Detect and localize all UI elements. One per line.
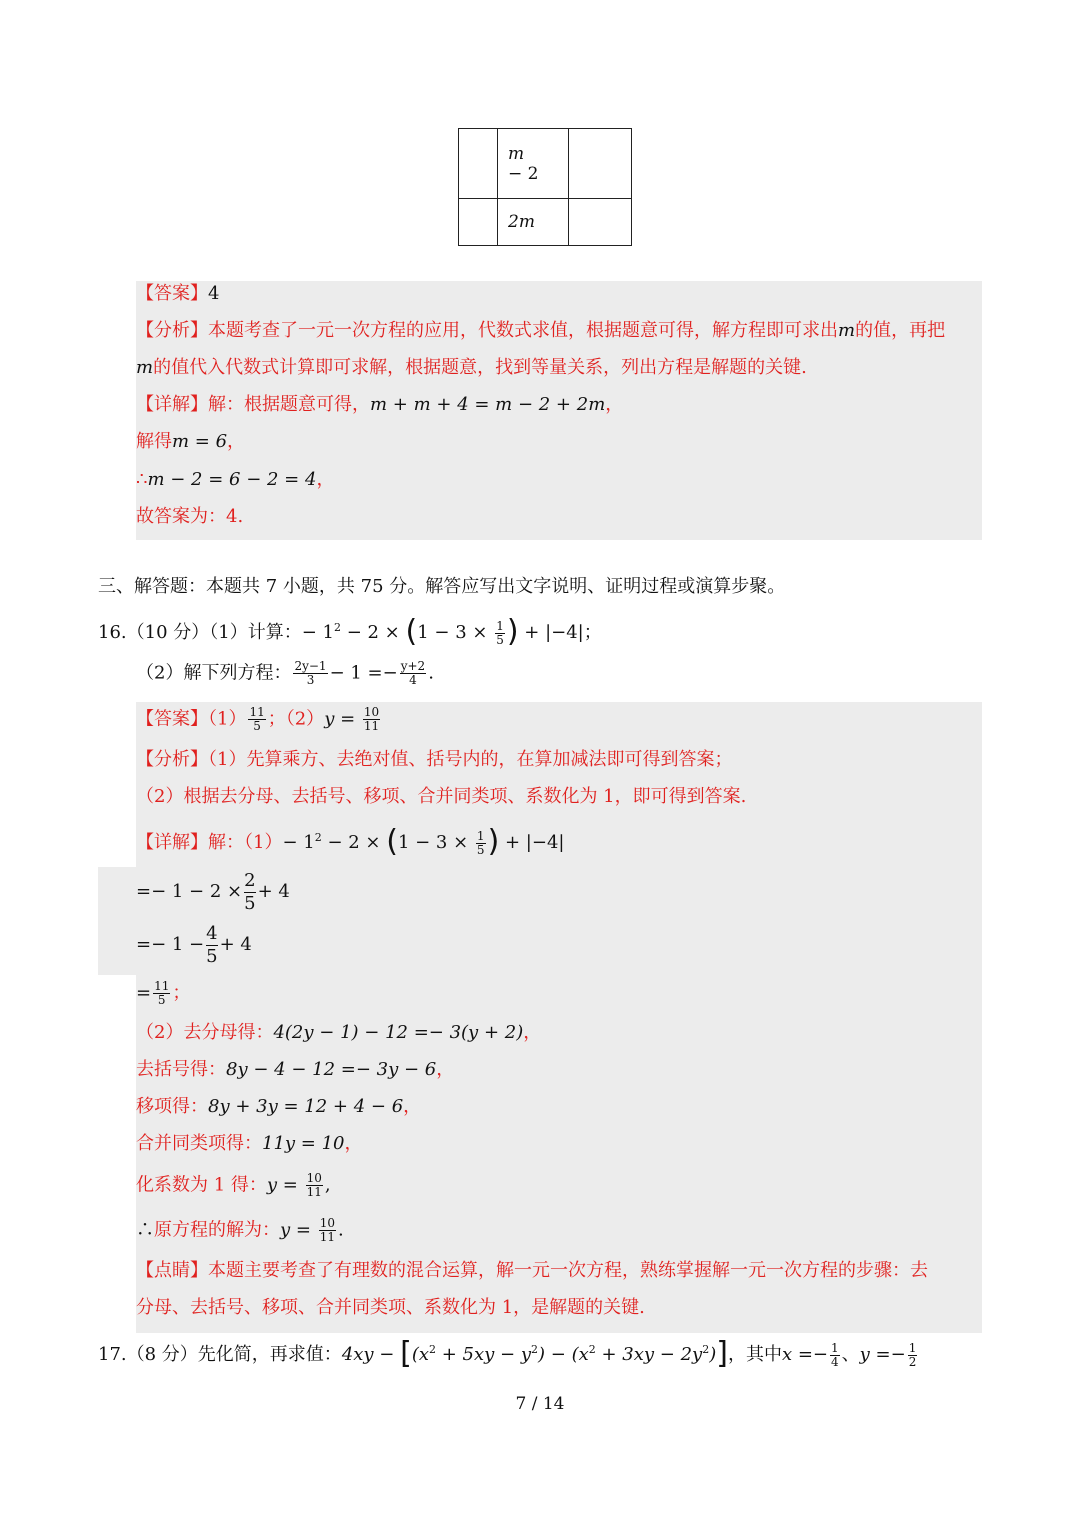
paren-close: )	[506, 614, 519, 649]
numerator: 1	[831, 1340, 839, 1355]
analysis-text: （1）先算乘方、去绝对值、括号内的，在算加减法即可得到答案；	[208, 749, 733, 770]
analysis-text: 本题考查了一元一次方程的应用，代数式求值，根据题意可得，解方程即可求出	[208, 320, 838, 341]
detail-text: 解：（1）	[208, 832, 283, 853]
exponent: 2	[531, 1343, 539, 1356]
answer-tag: 【答案】	[136, 708, 208, 730]
math: ) − (x	[538, 1344, 589, 1365]
numerator: y+2	[400, 659, 426, 673]
bracket-open: [	[400, 1336, 412, 1371]
paren-open: (	[386, 824, 398, 859]
math: =− 1 − 2 ×	[136, 881, 243, 902]
detail-tag: 【详解】	[136, 832, 208, 853]
q16-part2-line-6	[136, 1217, 344, 1244]
punct: .	[428, 662, 434, 684]
denominator: 5	[157, 993, 166, 1007]
punct: ，	[605, 394, 624, 415]
denominator: 4	[831, 1354, 839, 1369]
detail-line-4: 故答案为：4.	[136, 506, 244, 527]
q16-part2-line-4	[136, 1132, 363, 1156]
analysis-text: 的值，再把	[855, 320, 946, 341]
punct: ；	[172, 982, 191, 1004]
numerator: 11	[154, 979, 170, 993]
equation: 8y + 3y = 12 + 4 − 6	[208, 1096, 404, 1117]
punct: ，	[436, 1059, 455, 1080]
step-label: （2）去分母得：	[136, 1022, 274, 1043]
math: − 2 ×	[340, 622, 406, 643]
q16-part2-line-2	[136, 1058, 454, 1082]
expression	[282, 824, 565, 859]
q16-review-2: 分母、去括号、移项、合并同类项、系数化为 1，是解题的关键.	[136, 1297, 645, 1318]
denominator: 4	[409, 673, 417, 687]
review-text: 本题主要考查了有理数的混合运算，解一元一次方程，熟练掌握解一元一次方程的步骤：去	[208, 1260, 928, 1281]
var-m: m	[838, 320, 856, 341]
fraction	[306, 1172, 323, 1199]
step-label: 原方程的解为：	[154, 1219, 280, 1241]
q16-part2-line-1	[136, 1021, 541, 1045]
punct: ，	[227, 431, 246, 452]
analysis-line-1	[136, 319, 945, 343]
table-cell	[459, 129, 498, 199]
q16-answer-line	[136, 706, 382, 733]
math: =− 1 −	[136, 934, 205, 955]
denominator: 11	[363, 719, 380, 733]
denominator: 5	[206, 945, 218, 967]
page-number: 7 / 14	[515, 1394, 565, 1414]
math: + 4	[219, 934, 252, 955]
therefore-symbol: ∴	[136, 469, 148, 490]
analysis-tag: 【分析】	[136, 749, 208, 770]
numerator: 10	[306, 1171, 322, 1185]
analysis-line-2	[136, 356, 807, 380]
prompt-text: （2）解下列方程：	[136, 662, 292, 684]
numerator: 10	[363, 705, 380, 719]
prompt-text: 16.（10 分）（1）计算：	[98, 622, 302, 643]
punct: ，	[523, 1022, 542, 1043]
punct: ；	[583, 622, 602, 643]
math: + 4	[257, 881, 290, 902]
fraction	[476, 830, 486, 857]
exponent: 2	[588, 1343, 596, 1356]
paren-close: )	[487, 824, 500, 859]
detail-line-1	[136, 393, 623, 417]
equation: y =	[266, 1174, 304, 1196]
denominator: 11	[319, 1230, 335, 1244]
q16-part2-line-3	[136, 1095, 421, 1119]
fraction	[319, 1217, 336, 1244]
q17-prompt	[98, 1338, 919, 1369]
math: 4xy −	[341, 1344, 401, 1365]
math: =	[136, 982, 152, 1004]
fraction	[495, 620, 505, 647]
table-cell	[569, 199, 632, 246]
equation: m = 6	[172, 431, 228, 452]
exponent: 2	[429, 1343, 437, 1356]
denominator: 5	[496, 632, 504, 647]
step-label: 移项得：	[136, 1096, 208, 1117]
detail-text: 解得	[136, 431, 172, 452]
exponent: 2	[314, 831, 322, 844]
math: + 5xy − y	[436, 1344, 532, 1365]
therefore-symbol: ∴	[136, 1219, 154, 1241]
detail-line-3	[136, 468, 334, 492]
equation: 8y − 4 − 12 =− 3y − 6	[226, 1059, 437, 1080]
detail-line-2	[136, 430, 245, 454]
q16-detail-1	[136, 826, 564, 857]
q16-step-2	[136, 922, 252, 968]
answer-value: 4	[208, 283, 220, 304]
math: 1 − 3 ×	[397, 832, 474, 853]
punct: ，	[344, 1133, 363, 1154]
value-table	[458, 128, 632, 246]
equation: m − 2 = 6 − 2 = 4	[147, 469, 317, 490]
math: y =−	[859, 1344, 906, 1365]
answer-tag: 【答案】	[136, 283, 208, 304]
bracket-close: ]	[716, 1336, 728, 1371]
denominator: 3	[306, 673, 315, 687]
step-label: 去括号得：	[136, 1059, 226, 1080]
math: x =−	[781, 1344, 829, 1365]
prompt-text: 17.（8 分）先化简，再求值：	[98, 1344, 342, 1365]
math: − 1	[301, 622, 334, 643]
equation: y =	[280, 1219, 317, 1241]
denominator: 5	[253, 719, 261, 733]
var-m: m	[136, 357, 154, 378]
punct: .	[337, 1219, 344, 1241]
separator: 、	[841, 1344, 860, 1365]
equation: m + m + 4 = m − 2 + 2m	[370, 394, 606, 415]
detail-text: 解：根据题意可得，	[208, 394, 370, 415]
numerator: 2y−1	[294, 659, 327, 673]
math: − 1 =−	[329, 662, 398, 684]
review-tag: 【点睛】	[136, 1260, 208, 1281]
denominator: 2	[908, 1354, 917, 1369]
q16-part2-line-5: 化系数为 1 得：y = $\frac{10}{11}$ ,	[136, 1171, 331, 1199]
numerator: 1	[496, 618, 504, 633]
answer-line	[136, 282, 219, 306]
numerator: 11	[249, 705, 265, 719]
exponent: 2	[333, 621, 341, 634]
fraction	[153, 980, 170, 1007]
punct: ，	[316, 469, 335, 490]
equation: 4(2y − 1) − 12 =− 3(y + 2)	[273, 1022, 524, 1043]
table-cell-m-minus-2	[498, 129, 569, 199]
table-cell	[459, 199, 498, 246]
exponent: 2	[702, 1343, 710, 1356]
analysis-tag: 【分析】	[136, 320, 208, 341]
step-label: 合并同类项得：	[136, 1133, 262, 1154]
punct: ，	[403, 1096, 422, 1117]
step-label: 化系数为 1 得：	[136, 1174, 267, 1196]
numerator: 2	[244, 869, 256, 891]
fraction	[293, 660, 327, 687]
table-cell-2m: 2m	[498, 199, 569, 246]
math: 1 − 3 ×	[417, 622, 494, 643]
fraction	[908, 1342, 918, 1369]
math: y =	[324, 708, 361, 730]
denominator: 5	[476, 842, 485, 857]
equation: 11y = 10	[262, 1133, 345, 1154]
q16-prompt-2	[136, 660, 434, 687]
numerator: 4	[206, 922, 218, 944]
math: + |−4|	[499, 832, 565, 853]
math: − 1	[282, 832, 315, 853]
math: − 2 ×	[321, 832, 387, 853]
numerator: 1	[908, 1340, 917, 1355]
numerator: 1	[476, 828, 485, 843]
detail-tag: 【详解】	[136, 394, 208, 415]
denominator: 5	[244, 892, 256, 914]
fraction	[206, 923, 217, 968]
table-cell	[569, 129, 632, 199]
math: + |−4|	[518, 622, 584, 643]
q16-analysis-1	[136, 748, 732, 772]
paren-open: (	[405, 614, 418, 649]
analysis-text: 的值代入代数式计算即可求解，根据题意，找到等量关系，列出方程是解题的关键.	[153, 357, 807, 378]
answer-text: （1）	[208, 708, 247, 730]
q16-review-1	[136, 1259, 928, 1283]
q16-analysis-2: （2）根据去分母、去括号、移项、合并同类项、系数化为 1，即可得到答案.	[136, 786, 747, 807]
denominator: 11	[306, 1185, 322, 1199]
fraction	[400, 660, 426, 687]
math: (x	[411, 1344, 430, 1365]
q16-prompt-1	[98, 616, 602, 647]
math: )	[709, 1344, 717, 1365]
cell-text: − 2	[508, 163, 539, 184]
fraction	[363, 706, 380, 733]
q16-step-1	[136, 869, 290, 915]
fraction	[248, 706, 265, 733]
answer-text: ；（2）	[267, 708, 325, 730]
section-heading: 三、解答题：本题共 7 小题，共 75 分。解答应写出文字说明、证明过程或演算步聚。	[98, 576, 786, 597]
prompt-text: ，其中	[727, 1344, 782, 1365]
fraction	[830, 1342, 840, 1369]
math: + 3xy − 2y	[595, 1344, 703, 1365]
cell-text: m	[508, 143, 525, 164]
q16-step-3	[136, 980, 190, 1007]
numerator: 10	[319, 1216, 335, 1230]
fraction	[244, 870, 255, 915]
